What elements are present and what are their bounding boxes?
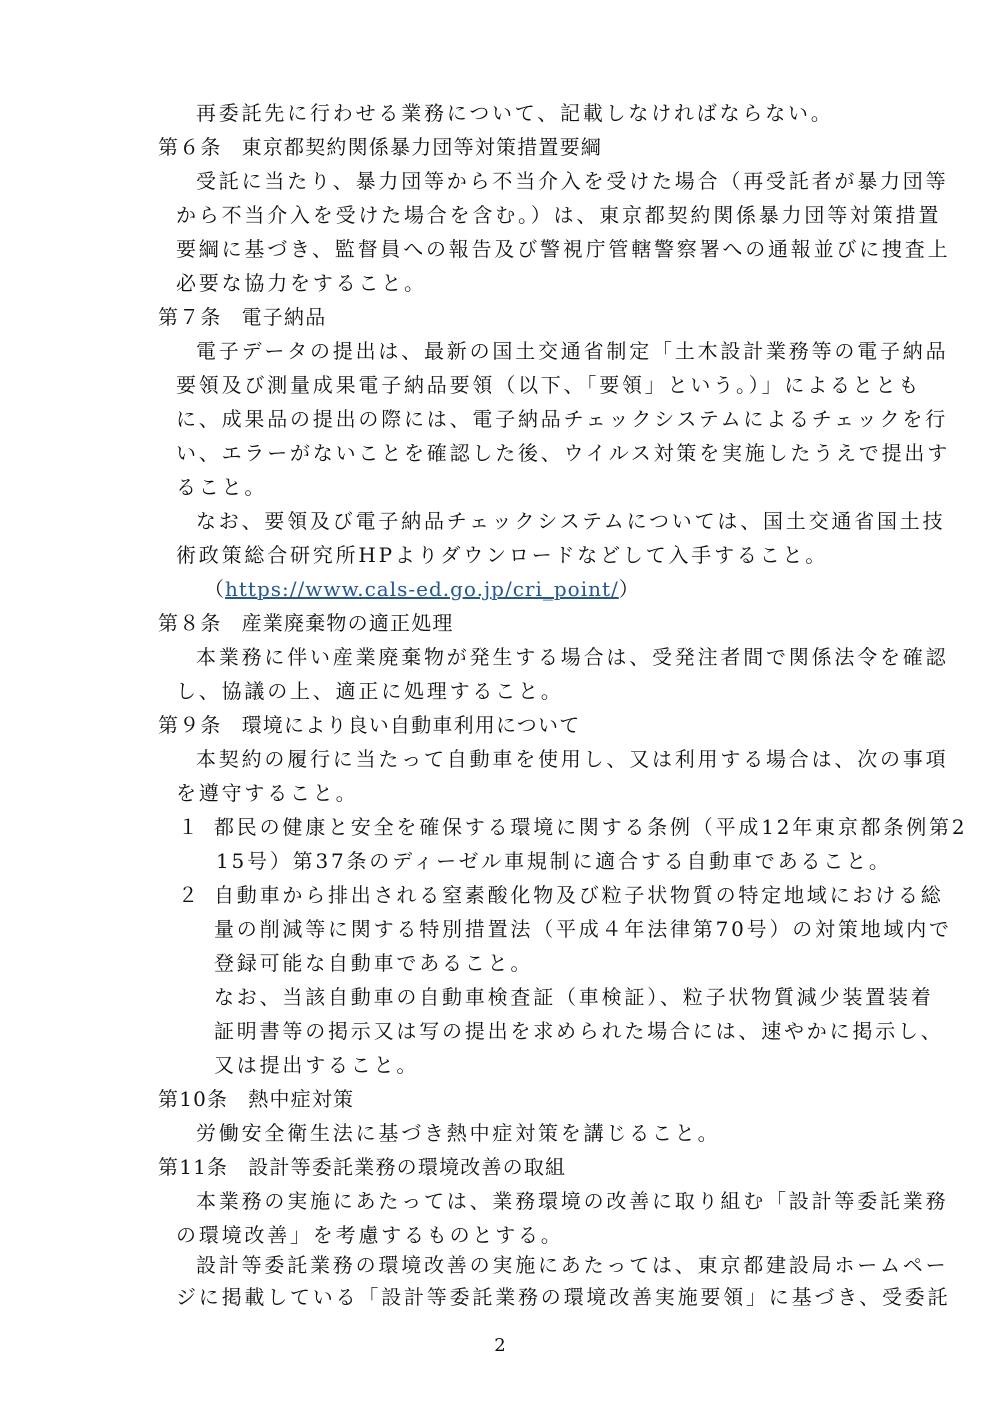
article-9-heading <box>158 709 918 741</box>
paragraph-line: ること。 <box>176 475 268 499</box>
article-7-heading <box>158 301 918 333</box>
paragraph-line: 必要な協力をすること。 <box>176 271 427 295</box>
list-item-1 <box>178 811 968 843</box>
article-label: 第10条 <box>158 1087 229 1111</box>
article-10-heading <box>158 1083 918 1115</box>
article-label: 第９条 <box>158 713 222 737</box>
cals-ed-link[interactable]: https://www.cals-ed.go.jp/cri_point/ <box>225 577 619 601</box>
article-8-heading <box>158 607 918 639</box>
paragraph-line: 要領及び測量成果電子納品要領（以下、「要領」という。）」によるととも <box>176 373 922 397</box>
article-11-heading <box>158 1151 918 1183</box>
paragraph-line: の環境改善」を考慮するものとする。 <box>176 1223 564 1247</box>
item-number: ２ <box>178 883 201 907</box>
article-6-heading <box>158 131 918 163</box>
paragraph-line: なお、要領及び電子納品チェックシステムについては、国土交通省国土技 <box>196 509 946 533</box>
paren-open: （ <box>204 577 225 601</box>
paragraph-line: 電子データの提出は、最新の国土交通省制定「土木設計業務等の電子納品 <box>196 339 949 363</box>
article-label: 第７条 <box>158 305 222 329</box>
list-item-line: 又は提出すること。 <box>214 1053 420 1077</box>
article-label: 第８条 <box>158 611 222 635</box>
continuation-line: 再委託先に行わせる業務について、記載しなければならない。 <box>196 101 834 125</box>
paragraph-line: し、協議の上、適正に処理すること。 <box>176 679 564 703</box>
item-text: 自動車から排出される窒素酸化物及び粒子状物質の特定地域における総 <box>214 883 944 907</box>
item-number: １ <box>178 815 201 839</box>
reference-link-line <box>204 573 964 605</box>
list-item-line: 15号）第37条のディーゼル車規制に適合する自動車であること。 <box>216 849 892 873</box>
paragraph-line: い、エラーがないことを確認した後、ウイルス対策を実施したうえで提出す <box>176 441 950 465</box>
list-item-line: 証明書等の掲示又は写の提出を求められた場合には、速やかに掲示し、 <box>214 1019 944 1043</box>
paragraph-line: 設計等委託業務の環境改善の実施にあたっては、東京都建設局ホームペー <box>196 1253 949 1277</box>
paragraph-line: 本業務の実施にあたっては、業務環境の改善に取り組む「設計等委託業務 <box>196 1189 949 1213</box>
paragraph-line: 本業務に伴い産業廃棄物が発生する場合は、受発注者間で関係法令を確認 <box>196 645 949 669</box>
article-label: 第６条 <box>158 135 222 159</box>
list-item-line: 登録可能な自動車であること。 <box>214 951 534 975</box>
paragraph-line: 受託に当たり、暴力団等から不当介入を受けた場合（再受託者が暴力団等 <box>196 169 949 193</box>
paragraph-line: 術政策総合研究所HPよりダウンロードなどして入手すること。 <box>176 543 829 567</box>
paragraph-line: 労働安全衛生法に基づき熱中症対策を講じること。 <box>196 1121 721 1145</box>
paragraph-line: 本契約の履行に当たって自動車を使用し、又は利用する場合は、次の事項 <box>196 747 949 771</box>
paragraph-line: に、成果品の提出の際には、電子納品チェックシステムによるチェックを行 <box>176 407 948 431</box>
article-label: 第11条 <box>158 1155 229 1179</box>
list-item-line: なお、当該自動車の自動車検査証（車検証）、粒子状物質減少装置装着 <box>214 985 934 1009</box>
article-title: 設計等委託業務の環境改善の取組 <box>248 1155 567 1179</box>
paragraph-line: 要綱に基づき、監督員への報告及び警視庁管轄警察署への通報並びに捜査上 <box>176 237 951 261</box>
paren-close: ） <box>618 577 640 601</box>
article-title: 環境により良い自動車利用について <box>241 713 581 737</box>
paragraph-line: ジに掲載している「設計等委託業務の環境改善実施要領」に基づき、受委託 <box>176 1285 951 1309</box>
item-text: 都民の健康と安全を確保する環境に関する条例（平成12年東京都条例第2 <box>214 815 968 839</box>
paragraph-line: から不当介入を受けた場合を含む。）は、東京都契約関係暴力団等対策措置 <box>176 203 942 227</box>
article-title: 東京都契約関係暴力団等対策措置要綱 <box>241 135 603 159</box>
paragraph-line: を遵守すること。 <box>176 781 359 805</box>
page-number: 2 <box>494 1335 506 1356</box>
list-item-2 <box>178 879 944 911</box>
article-title: 産業廃棄物の適正処理 <box>241 611 454 635</box>
list-item-line: 量の削減等に関する特別措置法（平成４年法律第70号）の対策地域内で <box>214 917 952 941</box>
article-title: 熱中症対策 <box>248 1087 355 1111</box>
article-title: 電子納品 <box>241 305 327 329</box>
